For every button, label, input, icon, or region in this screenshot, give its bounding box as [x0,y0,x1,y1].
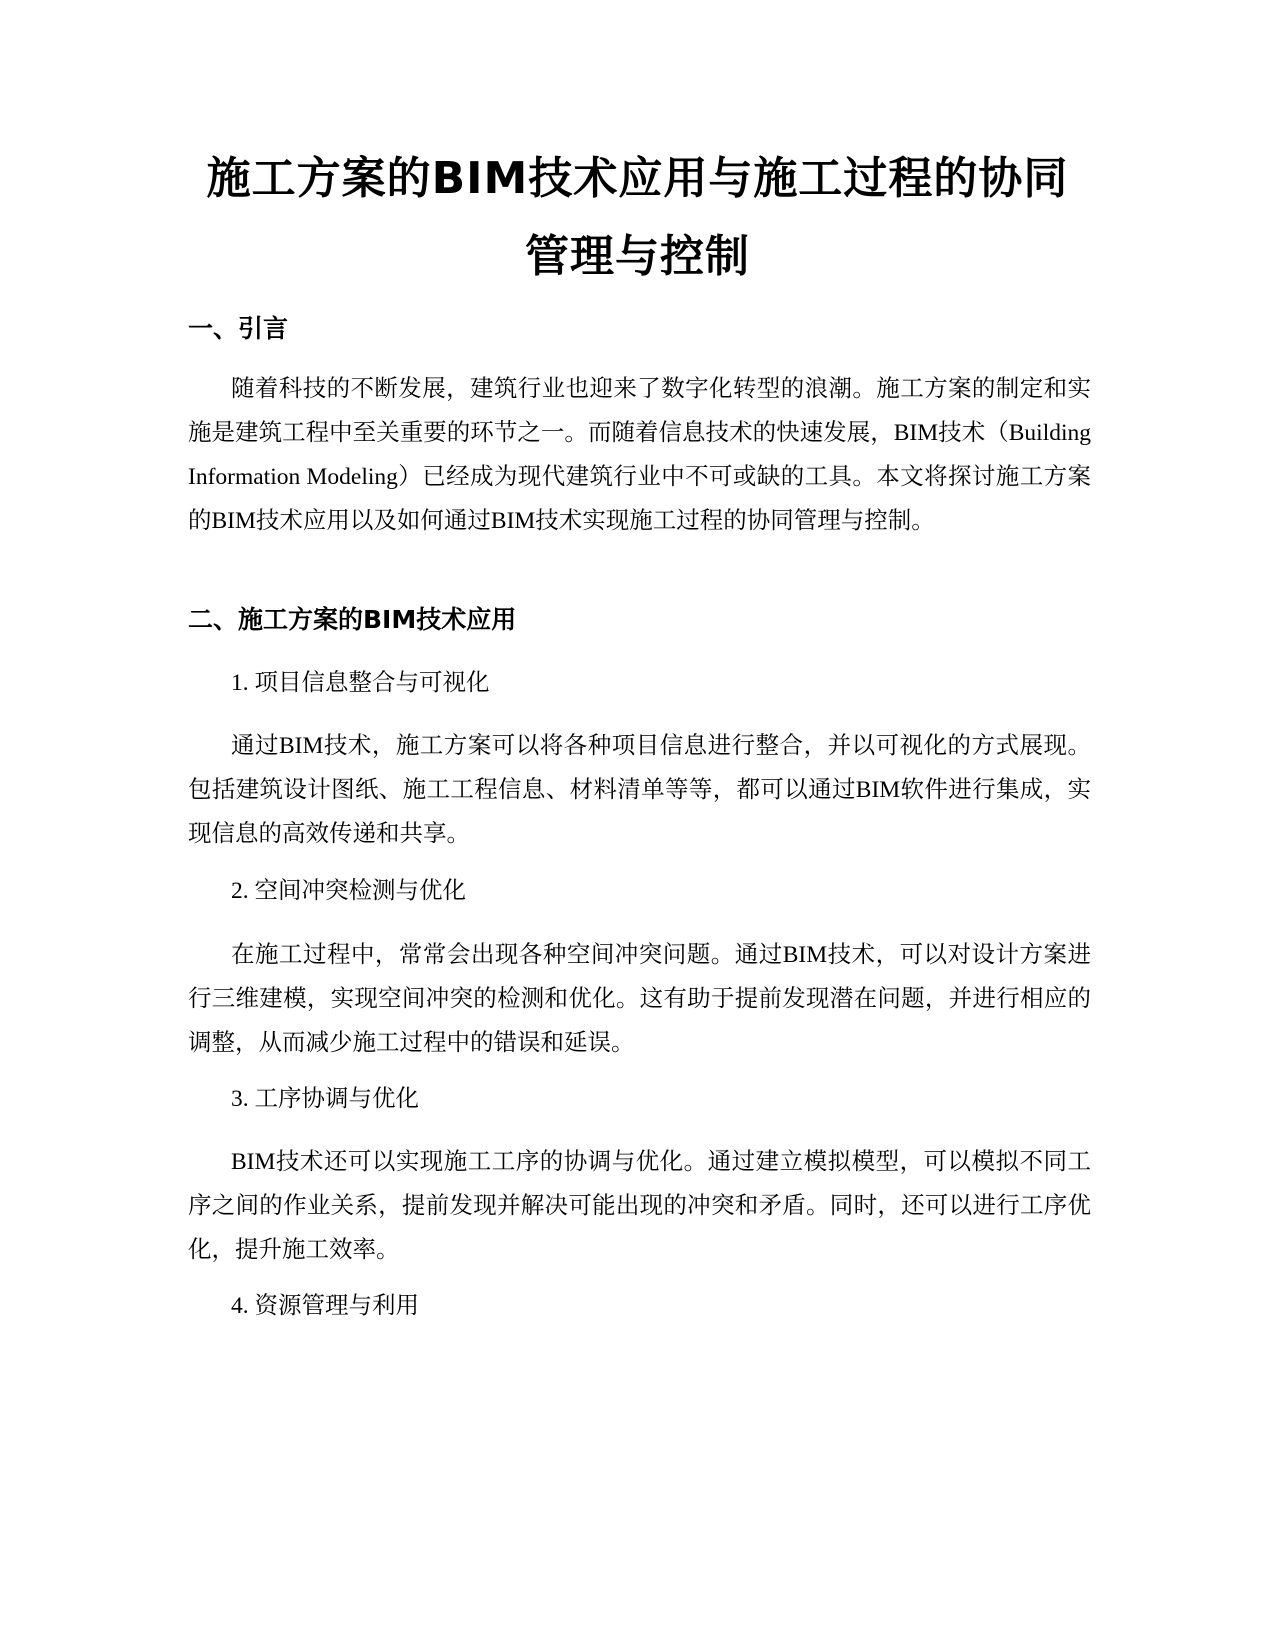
list-item-label: 3. 工序协调与优化 [231,1086,419,1112]
list-item-label: 4. 资源管理与利用 [231,1293,419,1319]
intro-paragraph: 随着科技的不断发展，建筑行业也迎来了数字化转型的浪潮。施工方案的制定和实施是建筑工程中至关重要的环节之一。而随着信息技术的快速发展，BIM技术（Building Information Modeling）已经成为现代建筑行业中不可或缺的工具。本文将探讨施工方案的BIM技术应用以及如何通过BIM技术实现施工过程的协同管理与控制。 [188,376,1091,534]
list-item-paragraph: 在施工过程中，常常会出现各种空间冲突问题。通过BIM技术，可以对设计方案进行三维建模，实现空间冲突的检测和优化。这有助于提前发现潜在问题，并进行相应的调整，从而减少施工过程中的错误和延误。 [188,942,1091,1056]
list-item-paragraph: 通过BIM技术，施工方案可以将各种项目信息进行整合，并以可视化的方式展现。包括建筑设计图纸、施工工程信息、材料清单等等，都可以通过BIM软件进行集成，实现信息的高效传递和共享。 [188,733,1091,847]
document-title [150,140,1125,296]
section-heading-introduction: 一、引言 [188,314,289,343]
title-line-1: 施工方案的BIM技术应用与施工过程的协同 [206,153,1069,204]
section-heading-bim-application: 二、施工方案的BIM技术应用 [188,605,517,634]
list-item-paragraph: BIM技术还可以实现施工工序的协调与优化。通过建立模拟模型，可以模拟不同工序之间的作业关系，提前发现并解决可能出现的冲突和矛盾。同时，还可以进行工序优化，提升施工效率。 [188,1149,1091,1263]
list-item-label: 1. 项目信息整合与可视化 [231,670,490,696]
title-line-2: 管理与控制 [525,231,750,282]
list-item-label: 2. 空间冲突检测与优化 [231,878,466,904]
